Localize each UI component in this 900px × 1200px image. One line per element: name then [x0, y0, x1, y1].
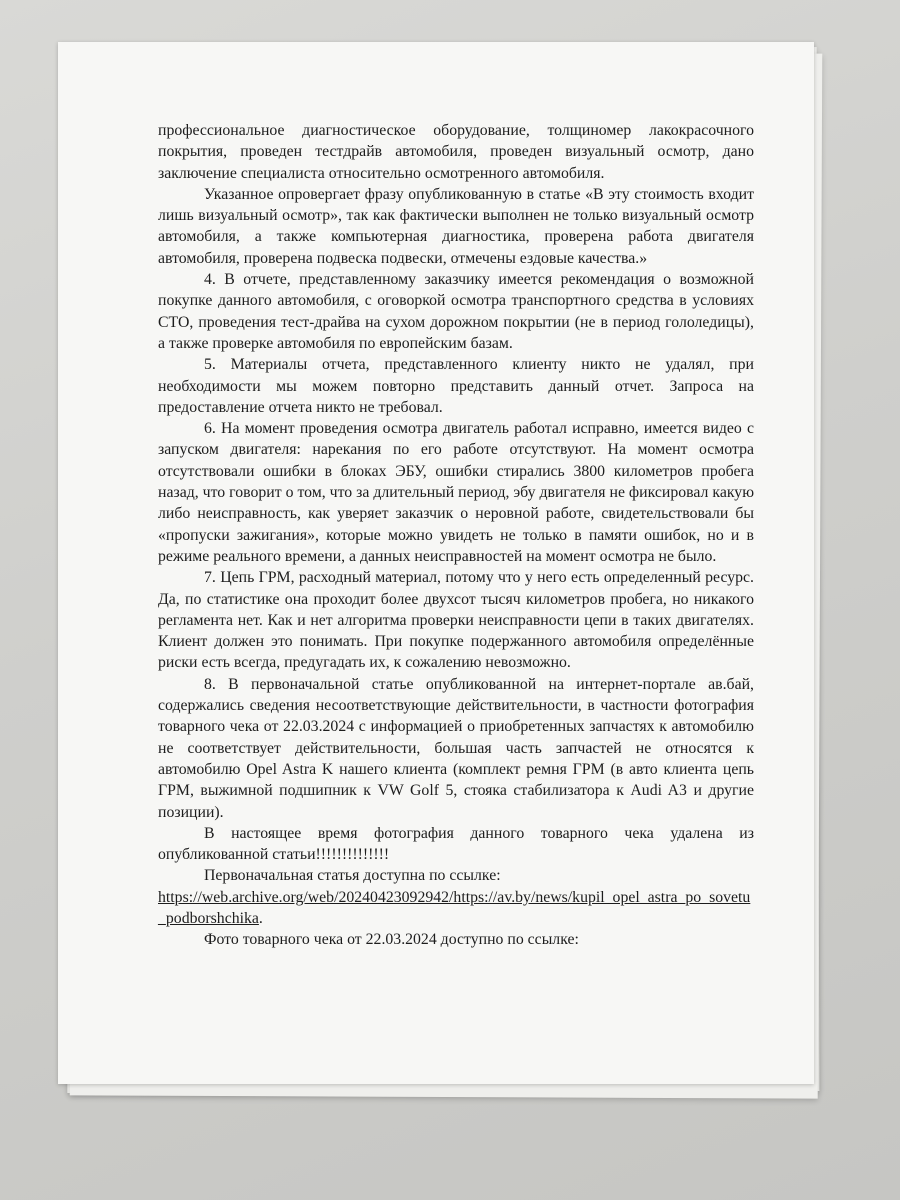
paragraph-item-4: 4. В отчете, представленному заказчику имеется рекомендация о возможной покупке данного автомобиля, с оговоркой осмотра транспортного средства в условиях СТО, проведения тест-драйва на сухом дорожном покрытии (не в период гололедицы), а также проверке автомобиля по европейским базам. — [158, 271, 754, 352]
paragraph-item-5: 5. Материалы отчета, представленного клиенту никто не удалял, при необходимости мы можем повторно представить данный отчет. Запроса на предоставление отчета никто не требовал. — [158, 356, 754, 416]
paragraph-article-link — [158, 887, 754, 930]
paragraph-article-link-label: Первоначальная статья доступна по ссылке: — [204, 867, 501, 885]
document-text — [158, 120, 754, 951]
paragraph-intro: профессиональное диагностическое оборудование, толщиномер лакокрасочного покрытия, проведен тестдрайв автомобиля, проведен визуальный осмотр, дано заключение специалиста относительно осмотренного автомобиля. — [158, 122, 754, 182]
article-archive-link[interactable]: https://web.archive.org/web/20240423092942/https://av.by/news/kupil_opel_astra_po_sovetu_podborshchika — [158, 888, 751, 927]
paragraph-item-6: 6. На момент проведения осмотра двигатель работал исправно, имеется видео с запуском двигателя: нарекания по его работе отсутствуют. На момент осмотра отсутствовали ошибки в блоках ЭБУ, ошибки стирались 3800 километров пробега назад, что говорит о том, что за длительный период, эбу двигателя не фиксировал какую либо неисправность, как уверяет заказчик о неровной работе, свидетельствовали бы «пропуски зажигания», которые можно увидеть не только в памяти ошибок, но и в режиме реального времени, а данных неисправностей на момент осмотра не было. — [158, 420, 754, 565]
paragraph-receipt-link-label: Фото товарного чека от 22.03.2024 доступно по ссылке: — [204, 931, 579, 949]
paragraph-quote-refutation: Указанное опровергает фразу опубликованную в статье «В эту стоимость входит лишь визуальный осмотр», так как фактически выполнен не только визуальный осмотр автомобиля, а также компьютерная диагностика, проверена работа двигателя автомобиля, проверена подвеска подвески, отмечены ездовые качества.» — [158, 185, 754, 267]
paragraph-photo-removed: В настоящее время фотография данного товарного чека удалена из опубликованной статьи!!!!!!!!!!!!!! — [158, 824, 754, 864]
paragraph-item-7: 7. Цепь ГРМ, расходный материал, потому что у него есть определенный ресурс. Да, по статистике она проходит более двухсот тысяч километров пробега, но никакого регламента нет. Как и нет алгоритма проверки неисправности цепи в таких двигателях. Клиент должен это понимать. При покупке подержанного автомобиля определённые риски есть всегда, предугадать их, к сожалению невозможно. — [158, 569, 754, 672]
link-period: . — [258, 909, 263, 927]
paper-sheet — [58, 42, 814, 1084]
paragraph-item-8: 8. В первоначальной статье опубликованной на интернет-портале ав.бай, содержались сведения несоответствующие действительности, в частности фотография товарного чека от 22.03.2024 с информацией о приобретенных запчастях к автомобилю не соответствует действительности, большая часть запчастей не относятся к автомобилю Opel Astra K нашего клиента (комплект ремня ГРМ (в авто клиента цепь ГРМ, выжимной подшипник к VW Golf 5, стояка стабилизатора к Audi A3 и другие позиции). — [158, 675, 754, 821]
